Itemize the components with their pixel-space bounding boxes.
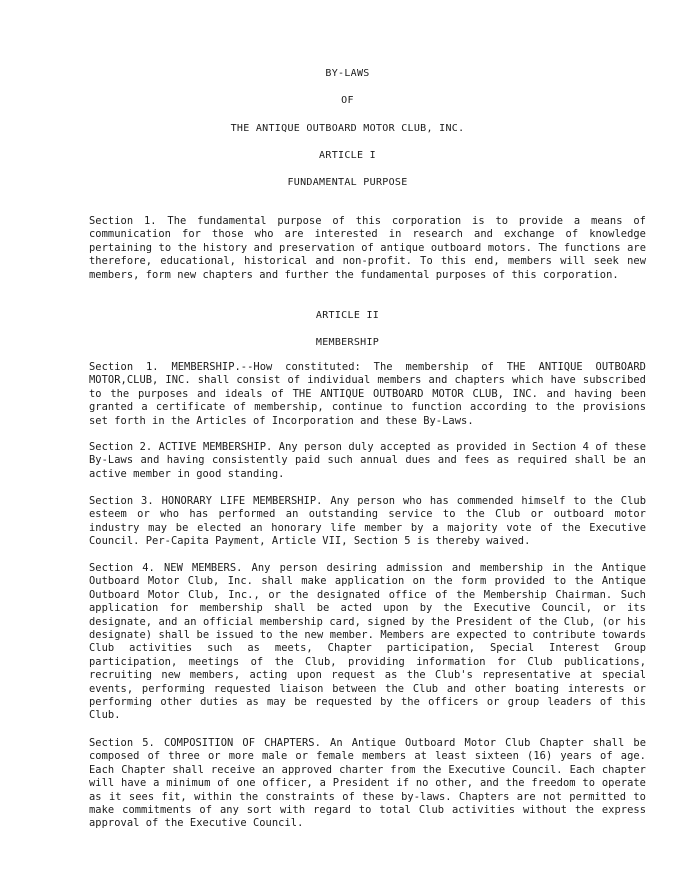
article-1-section-1 (56, 215, 646, 282)
article-1-section-1-text: Section 1. The fundamental purpose of this corporation is to provide a means of communication for those who are interested in research and exchange of knowledge pertaining to the history and preservation of antique outboard motors. The functions are therefore, educational, historical and non-profit. To this end, members will seek new members, form new chapters and further the fundamental purposes of this corporation. (89, 215, 646, 281)
article-2-section-3 (56, 495, 646, 549)
article-2-section-4-text: Section 4. NEW MEMBERS. Any person desiring admission and membership in the Antique Outboard Motor Club, Inc. shall make application on the form provided to the Antique Outboard Motor Club, Inc., or the designated office of the Membership Chairman. Such application for membership shall be acted upon by the Executive Council, or its designate, and an official membership card, signed by the President of the Club, (or his designate) shall be issued to the new member. Members are expected to contribute towards Club activities such as meets, Chapter participation, Special Interest Group participation, meetings of the Club, providing information for Club publications, recruiting new members, acting upon request as the Club's representative at special events, performing requested liaison between the Club and other boating interests or performing other duties as may be requested by the officers or group leaders of this Club. (89, 562, 646, 722)
article-2-section-1 (56, 361, 646, 428)
article-1-heading: ARTICLE I (319, 150, 376, 161)
title-bylaws: BY-LAWS (325, 68, 370, 79)
article-1-subheading: FUNDAMENTAL PURPOSE (287, 177, 408, 188)
article-2-section-2-text: Section 2. ACTIVE MEMBERSHIP. Any person duly accepted as provided in Section 4 of these By-Laws and having consistently paid such annual dues and fees as required shall be an active member in good standing. (89, 441, 646, 480)
article-2-heading: ARTICLE II (315, 310, 380, 321)
article-2-section-3-text: Section 3. HONORARY LIFE MEMBERSHIP. Any person who has commended himself to the Club esteem or who has performed an outstanding service to the Club or outboard motor industry may be elected an honorary life member by a majority vote of the Executive Council. Per-Capita Payment, Article VII, Section 5 is thereby waived. (89, 495, 646, 548)
article-2-section-1-text: Section 1. MEMBERSHIP.--How constituted: The membership of THE ANTIQUE OUTBOARD MOTOR,CLUB, INC. shall consist of individual members and chapters which have subscribed to the purposes and ideals of THE ANTIQUE OUTBOARD MOTOR CLUB, INC. and having been granted a certificate of membership, continue to function according to the provisions set forth in the Articles of Incorporation and these By-Laws. (89, 361, 646, 427)
article-2-subheading: MEMBERSHIP (315, 337, 380, 348)
article-2-section-4 (56, 562, 646, 723)
article-2-section-5-text: Section 5. COMPOSITION OF CHAPTERS. An Antique Outboard Motor Club Chapter shall be composed of three or more male or female members at least sixteen (16) years of age. Each Chapter shall receive an approved charter from the Executive Council. Each chapter will have a minimum of one officer, a President if no other, and the freedom to operate as it sees fit, within the constraints of these by-laws. Chapters are not permitted to make commitments of any sort with regard to total Club activities without the express approval of the Executive Council. (89, 737, 646, 830)
article-2-section-5 (56, 737, 646, 831)
article-2-section-2 (56, 441, 646, 481)
title-club-name: THE ANTIQUE OUTBOARD MOTOR CLUB, INC. (230, 123, 465, 134)
title-of: OF (341, 95, 354, 106)
